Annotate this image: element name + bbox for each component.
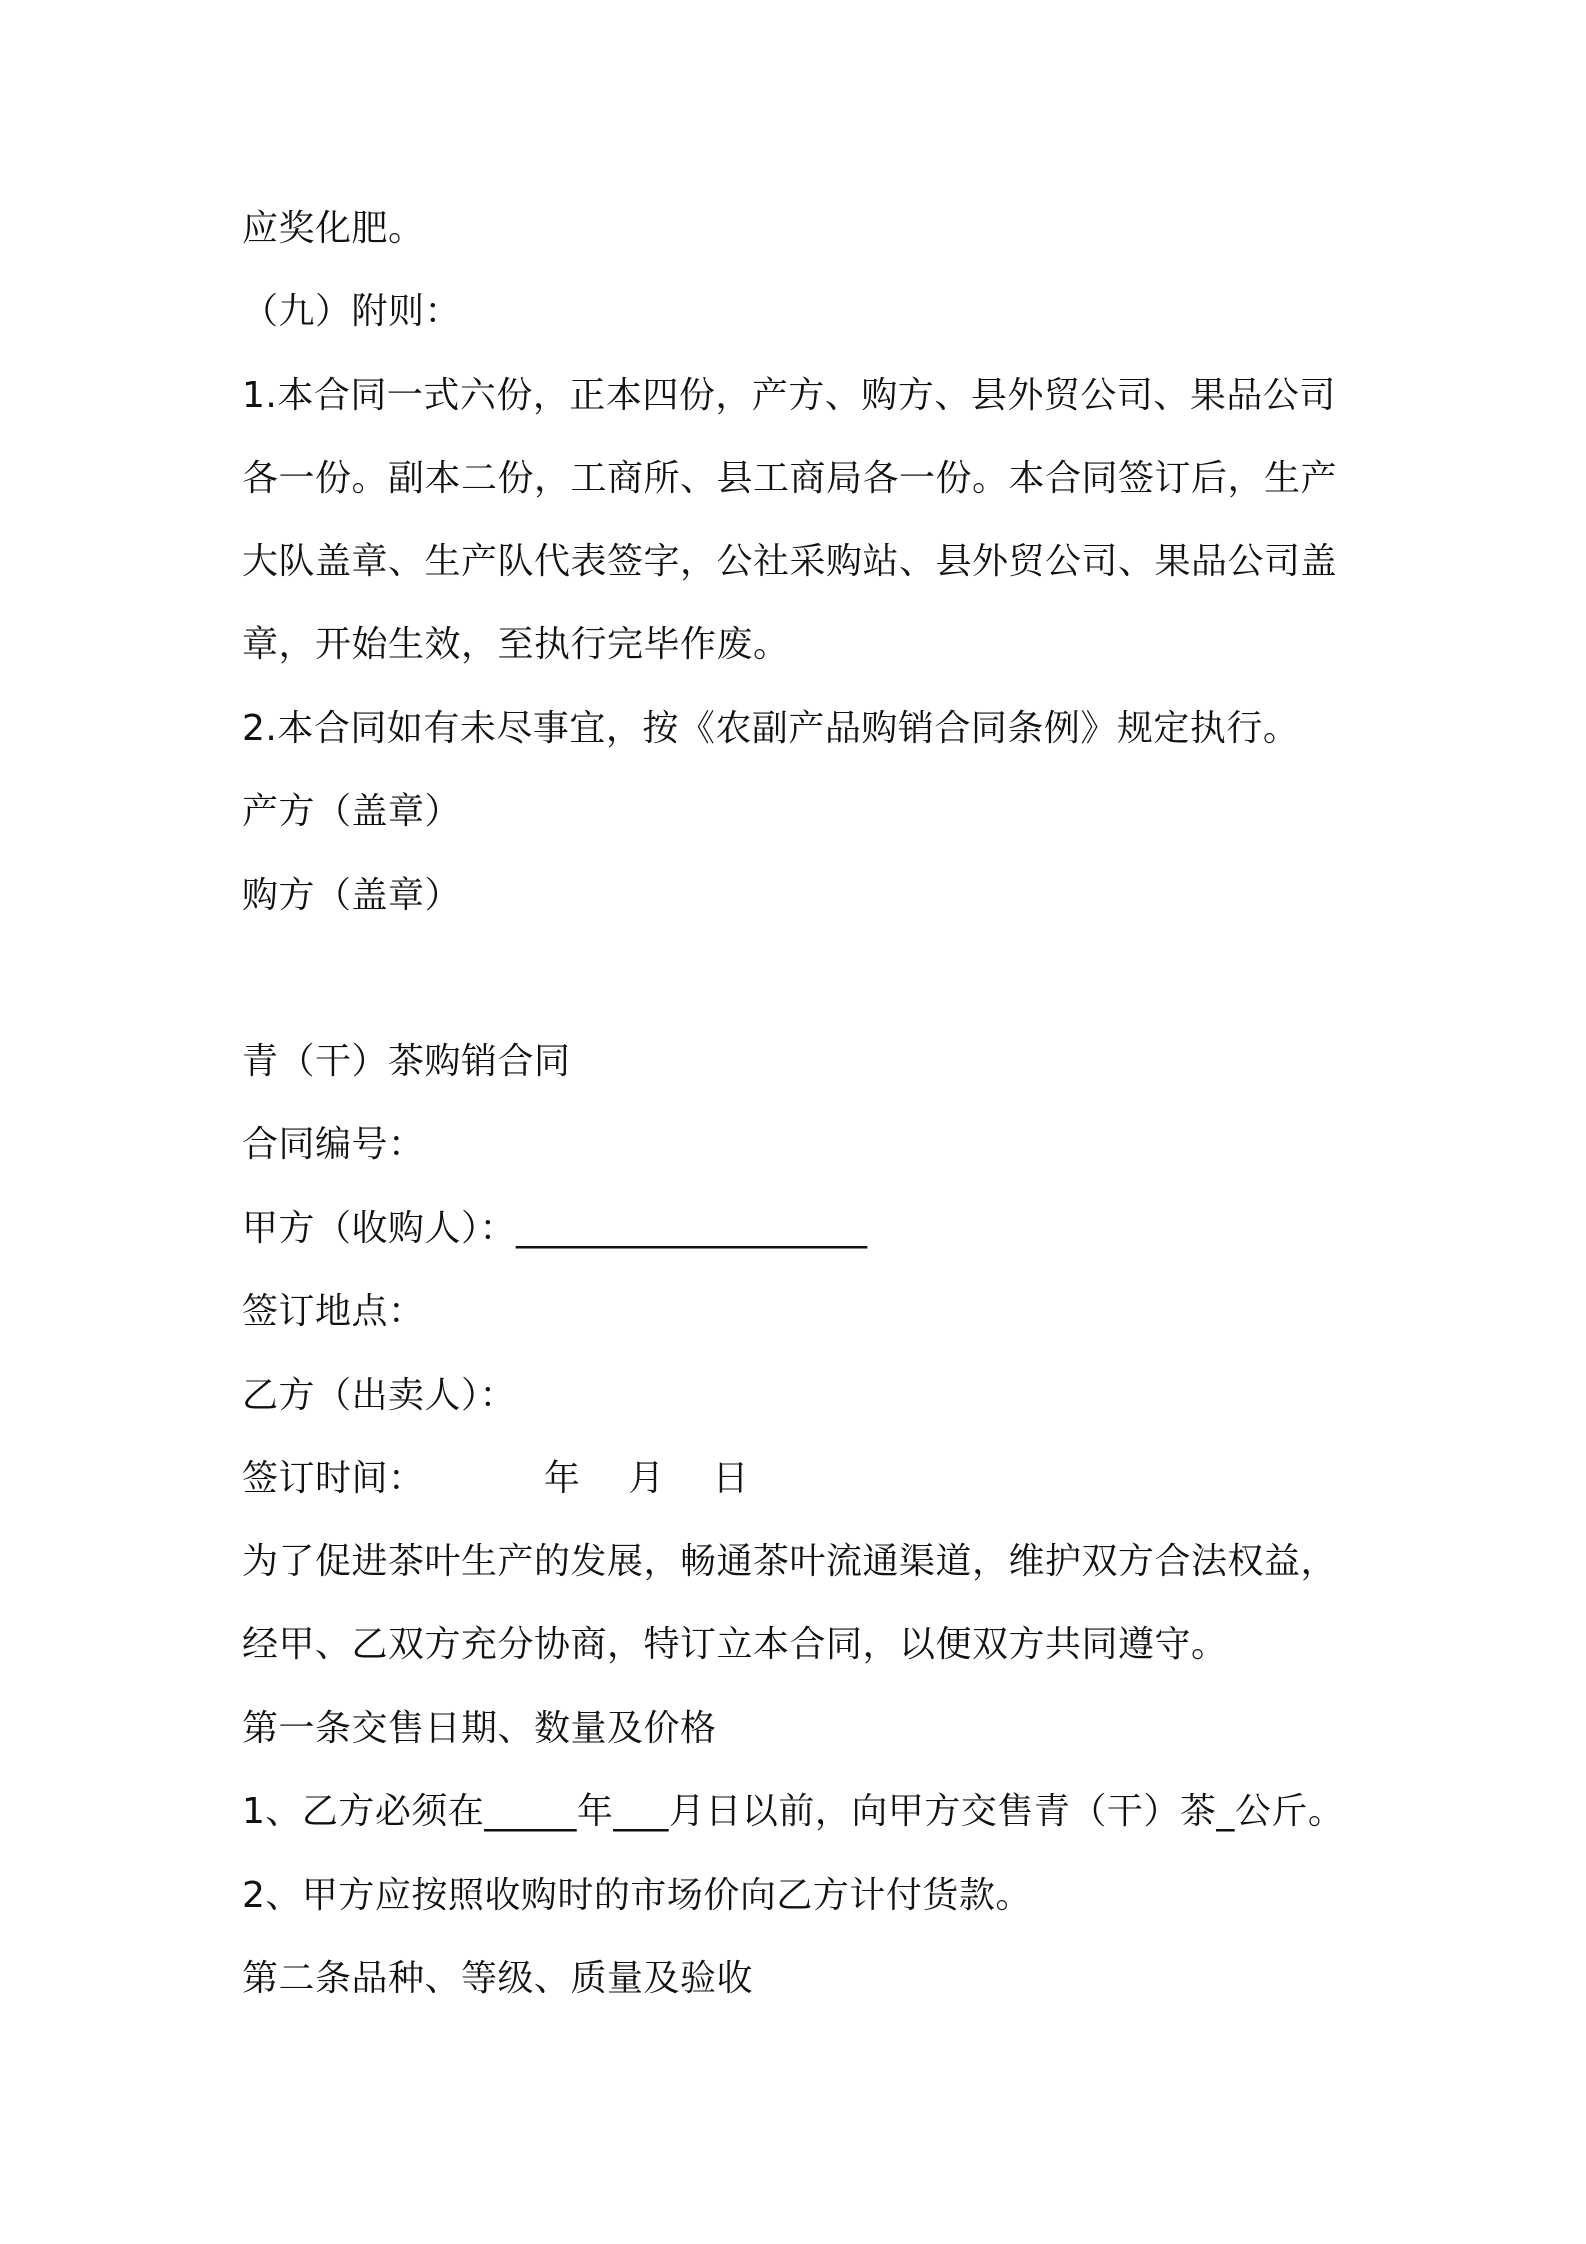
text-line: 2.本合同如有未尽事宜，按《农副产品购销合同条例》规定执行。 [242,708,1300,749]
text-line: 章，开始生效，至执行完毕作废。 [242,624,790,665]
text-line: 大队盖章、生产队代表签字，公社采购站、县外贸公司、果品公司盖 [242,541,1338,582]
text-line: 1、乙方必须在_____年___月日以前，向甲方交售青（干）茶_公斤。 [242,1791,1345,1832]
form-field-line: 合同编号： [242,1124,425,1165]
contract-title: 青（干）茶购销合同 [242,1041,571,1082]
text-line: 2、甲方应按照收购时的市场价向乙方计付货款。 [242,1875,1032,1916]
section-heading: （九）附则： [242,291,462,332]
signature-line: 购方（盖章） [242,875,462,916]
text-line: 应奖化肥。 [242,208,425,249]
signature-line: 产方（盖章） [242,791,462,832]
form-field-line: 乙方（出卖人）： [242,1375,517,1416]
article-heading: 第二条品种、等级、质量及验收 [242,1958,754,1999]
text-line: 为了促进茶叶生产的发展，畅通茶叶流通渠道，维护双方合法权益， [242,1541,1338,1582]
form-field-line: 甲方（收购人）：___________________ [242,1208,868,1249]
text-line: 各一份。副本二份，工商所、县工商局各一份。本合同签订后，生产 [242,458,1338,499]
form-field-line: 签订地点： [242,1291,425,1332]
article-heading: 第一条交售日期、数量及价格 [242,1708,717,1749]
form-field-line: 签订时间： 年 月 日 [242,1458,749,1499]
text-line: 1.本合同一式六份，正本四份，产方、购方、县外贸公司、果品公司 [242,375,1336,416]
text-line: 经甲、乙双方充分协商，特订立本合同，以便双方共同遵守。 [242,1624,1228,1665]
